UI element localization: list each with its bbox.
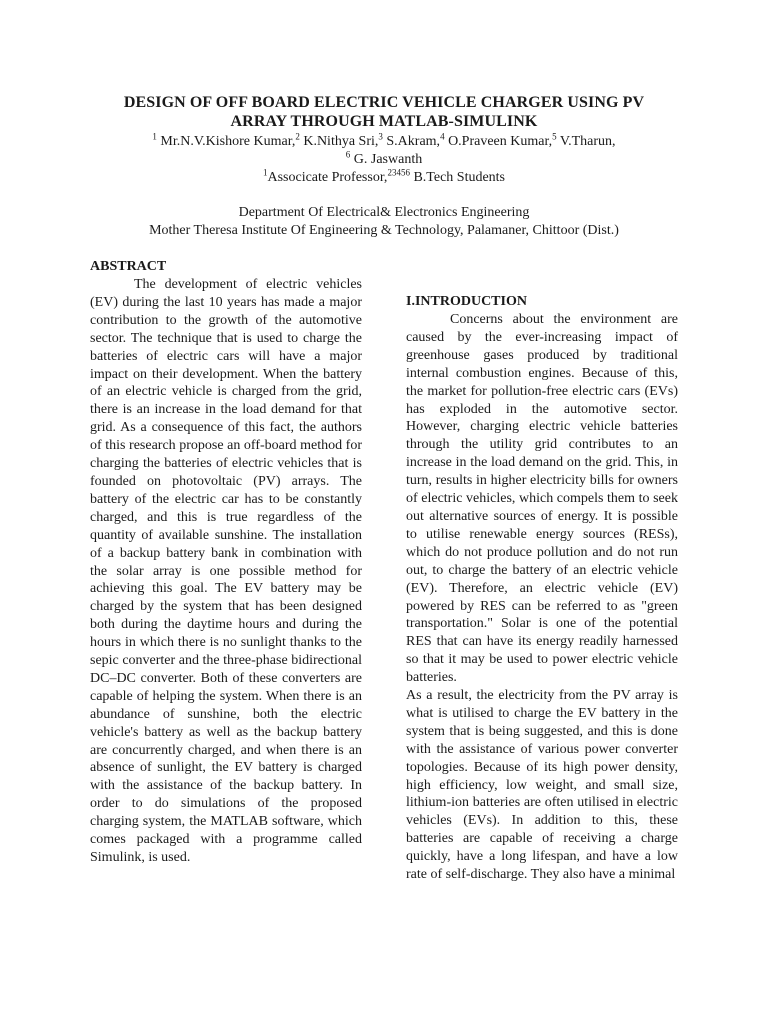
author-2: K.Nithya Sri, — [303, 134, 379, 149]
author-roles — [40, 169, 728, 187]
paper-title — [60, 93, 708, 131]
affiliation — [40, 204, 728, 240]
author-5: V.Tharun, — [559, 134, 616, 149]
author-1-index: 1 — [152, 131, 157, 142]
introduction-paragraph-2: As a result, the electricity from the PV array is what is utilised to charge the EV battery in the system that is being suggested, and this is done with the assistance of various power converter topologies. Because of its high power density, high efficiency, low weight, and small size, lithium-ion batteries are often utilised in electric vehicles (EVs). In addition to this, these batteries are capable of receiving a charge quickly, have a long lifespan, and have a low rate of self-discharge. They also have a minimal — [406, 688, 678, 883]
abstract-text: The development of electric vehicles (EV) during the last 10 years has made a major contribution to the growth of the automotive sector. The technique that is used to charge the batteries of electric cars will have a major impact on their development. When the battery of an electric vehicle is charged from the grid, there is an increase in the load demand for that grid. As a consequence of this fact, the authors of this research propose an off-board method for charging the batteries of electric vehicles that is founded on photovoltaic (PV) arrays. The battery of the electric car has to be constantly charged, and this is true regardless of the quantity of available sunshine. The installation of a backup battery bank in combination with the solar array is one possible method for achieving this goal. The EV battery may be charged by the system that has been designed both during the daytime hours and during the hours in which there is no sunlight thanks to the sepic converter and the three-phase bidirectional DC–DC converter. Both of these converters are capable of helping the system. When there is an abundance of sunshine, both the electric vehicle's battery as well as the backup battery are concurrently charged, and when there is an absence of sunlight, the EV battery is charged with the assistance of the backup battery. In order to do simulations of the proposed charging system, the MATLAB software, which comes packaged with a programme called Simulink, is used. — [90, 277, 362, 865]
author-list — [40, 133, 728, 187]
author-line-2 — [40, 151, 728, 169]
author-3-index: 3 — [378, 131, 383, 142]
author-5-index: 5 — [552, 131, 557, 142]
abstract-column — [90, 258, 362, 867]
introduction-heading: I.INTRODUCTION — [406, 294, 527, 309]
role-2: B.Tech Students — [413, 170, 506, 185]
introduction-column — [406, 293, 678, 884]
author-line-1 — [40, 133, 728, 151]
author-6-index: 6 — [345, 149, 351, 160]
role-1-index: 1 — [262, 167, 268, 178]
author-6: G. Jaswanth — [353, 152, 423, 167]
introduction-paragraph-1: Concerns about the environment are caused by the ever-increasing impact of greenhouse gases produced by traditional internal combustion engines. Because of this, the market for pollution-free electric cars (EVs) has exploded in the automotive sector. However, charging electric vehicle batteries through the utility grid contributes to an increase in the load demand on the grid. This, in turn, results in higher electricity bills for owners of electric vehicles, which compels them to seek out alternative sources of energy. It is possible to utilise renewable energy sources (RESs), which do not produce pollution and do not run out, to charge the battery of an electric vehicle (EV). Therefore, an electric vehicle (EV) powered by RES can be referred to as "green transportation." Solar is one of the potential RES that can have its energy readily harnessed so that it may be used to power electric vehicle batteries. — [406, 312, 678, 686]
role-1: Associcate Professor, — [267, 170, 388, 185]
author-4: O.Praveen Kumar, — [448, 134, 553, 149]
title-line-1: DESIGN OF OFF BOARD ELECTRIC VEHICLE CHARGER USING PV — [123, 94, 645, 111]
author-4-index: 4 — [440, 131, 445, 142]
author-3: S.Akram, — [386, 134, 441, 149]
author-2-index: 2 — [295, 131, 300, 142]
author-1: Mr.N.V.Kishore Kumar, — [160, 134, 296, 149]
role-2-index: 23456 — [387, 167, 410, 178]
institute: Mother Theresa Institute Of Engineering & Technology, Palamaner, Chittoor (Dist.) — [149, 223, 619, 238]
department: Department Of Electrical& Electronics Engineering — [238, 205, 530, 220]
title-line-2: ARRAY THROUGH MATLAB-SIMULINK — [230, 113, 538, 130]
abstract-heading: ABSTRACT — [90, 259, 167, 274]
